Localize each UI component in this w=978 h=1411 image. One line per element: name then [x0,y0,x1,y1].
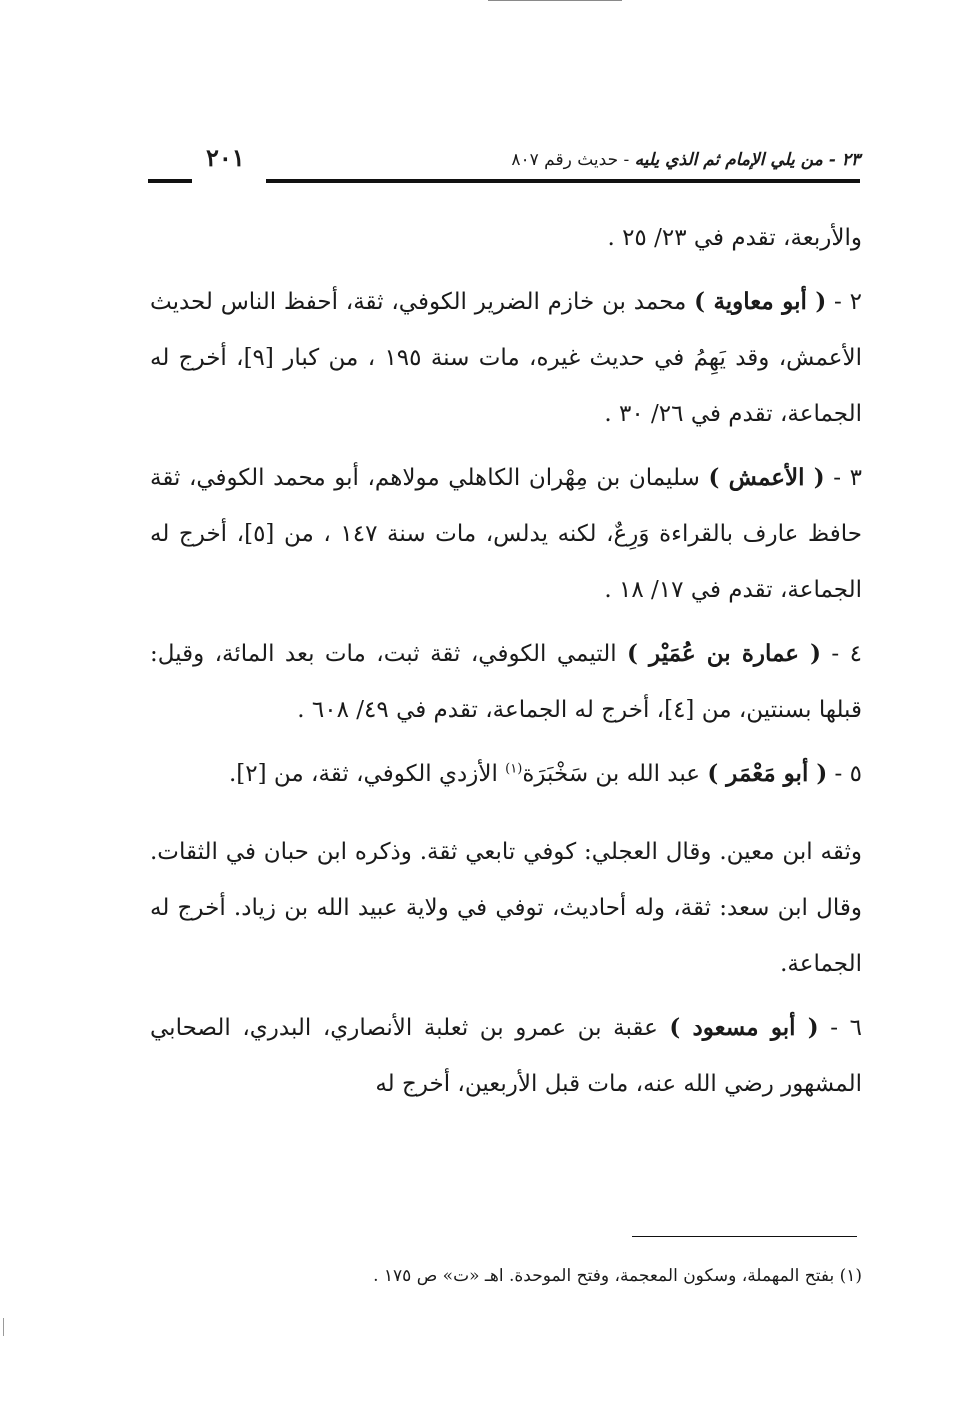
page-number-rule [148,179,192,183]
entry-number: ٥ - [827,761,862,787]
header-rule [266,179,860,183]
running-header [148,138,860,188]
entry-number: ٢ - [826,289,862,315]
chapter-title: ٢٣ - من يلي الإمام ثم الذي يليه [634,150,860,170]
footnote-separator [632,1236,857,1237]
hadith-reference: - حديث رقم ٨٠٧ [511,150,635,170]
entry-text: سليمان بن مِهْران الكاهلي مولاهم، أبو محمد الكوفي، ثقة حافظ عارف بالقراءة وَرِعٌ، لكنه يدلس، مات سنة ١٤٧ ، من [٥]، أخرج له الجماعة، تقدم في ١٧/ ١٨ . [150,465,862,603]
narrator-entry-4 [150,626,862,738]
narrator-entry-6 [150,1000,862,1112]
narrator-note [150,824,862,992]
entry-text: عبد الله بن سَخْبَرَة [522,761,708,787]
footnote-text: بفتح المهملة، وسكون المعجمة، وفتح الموحدة. اهـ «ت» ص ١٧٥ . [373,1266,840,1286]
footnote [150,1262,862,1290]
header-title [511,146,860,174]
narrator-name: ( عمارة بن عُمَيْر ) [627,640,822,667]
footnote-marker: (١) [839,1266,862,1286]
top-edge-rule [488,0,622,1]
entry-text: التيمي الكوفي، ثقة ثبت، مات بعد المائة، وقيل: قبلها بسنتين، من [٤]، أخرج له الجماعة، تقدم في ٤٩/ ٦٠٨ . [150,641,862,723]
narrator-entry-3 [150,450,862,618]
entry-number: ٣ - [824,465,862,491]
narrator-name: ( أبو مَعْمَر ) [707,760,828,787]
margin-mark [3,1318,4,1336]
narrator-entry-5 [150,746,862,802]
page-number: ٢٠١ [206,143,245,172]
narrator-name: ( أبو معاوية ) [694,288,827,315]
narrator-name: ( أبو مسعود ) [669,1014,819,1041]
entry-text: عقبة بن عمرو بن ثعلبة الأنصاري، البدري، الصحابي المشهور رضي الله عنه، مات قبل الأربعين، أخرج له [150,1015,862,1097]
narrator-name: ( الأعمش ) [708,464,825,491]
entry-number: ٦ - [818,1015,862,1041]
footnote-reference: (١) [505,761,523,777]
paragraph-text: وثقه ابن معين. وقال العجلي: كوفي تابعي ثقة. وذكره ابن حبان في الثقات. وقال ابن سعد: ثقة، وله أحاديث، توفي في ولاية عبيد الله بن زياد. أخرج له الجماعة. [150,839,862,977]
entry-text: محمد بن خازم الضرير الكوفي، ثقة، أحفظ الناس لحديث الأعمش، وقد يَهِمُ في حديث غيره، مات سنة ١٩٥ ، من كبار [٩]، أخرج له الجماعة، تقدم في ٢٦/ ٣٠ . [150,289,862,427]
paragraph-continuation [150,210,862,266]
narrator-entry-2 [150,274,862,442]
entry-number: ٤ - [821,641,862,667]
main-text [150,210,862,1120]
entry-text-continued: الأزدي الكوفي، ثقة، من [٢]. [228,761,506,787]
paragraph-text: والأربعة، تقدم في ٢٣/ ٢٥ . [607,225,862,251]
